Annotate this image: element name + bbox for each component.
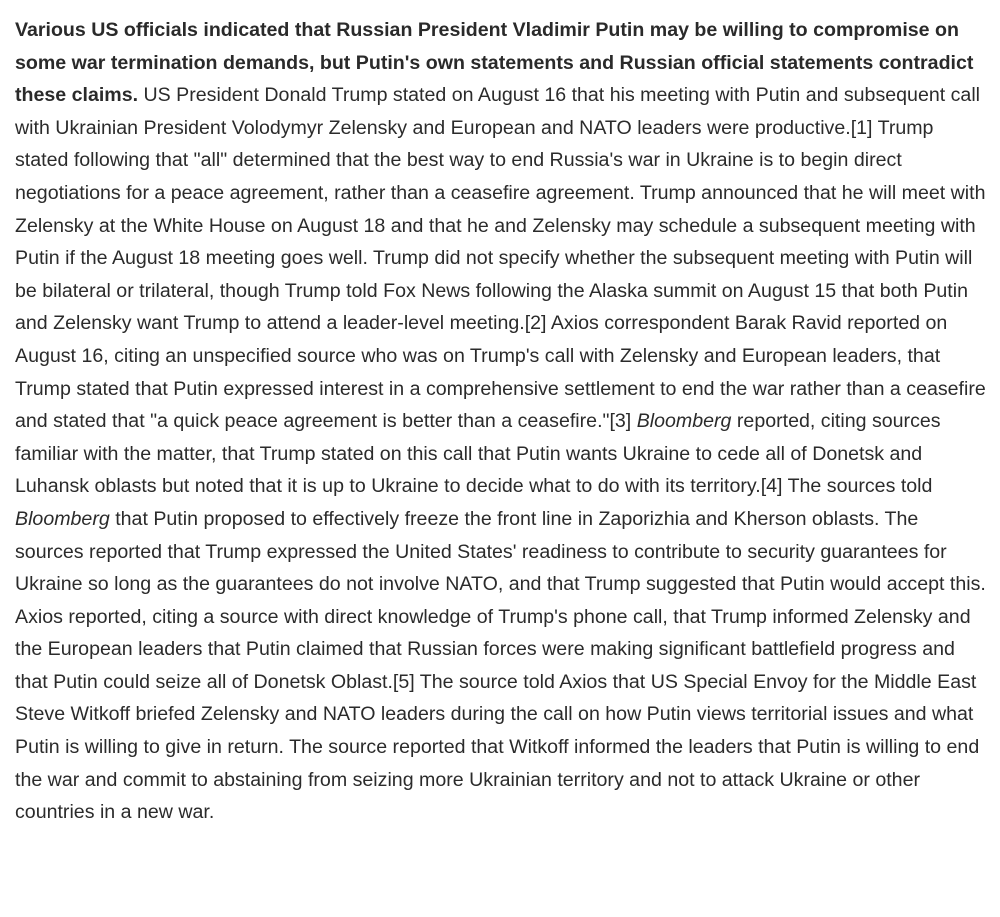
publication-name: Bloomberg — [636, 410, 732, 433]
body-text-segment-2: reported, citing sources familiar with the matter, that Trump stated on this call that Putin wants Ukraine to cede all of Donetsk and Luhansk oblasts but noted that it is up to Ukraine to decide what to do with its territory.[4] The sources told — [15, 410, 941, 498]
body-text-segment-3: that Putin proposed to effectively freeze the front line in Zaporizhia and Kherson oblasts. The sources reported that Trump expressed the United States' readiness to contribute to security guarantees for Ukraine so long as the guarantees do not involve NATO, and that Trump suggested that Putin would accept this. Axios reported, citing a source with direct knowledge of Trump's phone call, that Trump informed Zelensky and the European leaders that Putin claimed that Russian forces were making significant battlefield progress and that Putin could seize all of Donetsk Oblast.[5] The source told Axios that US Special Envoy for the Middle East Steve Witkoff briefed Zelensky and NATO leaders during the call on how Putin views territorial issues and what Putin is willing to give in return. The source reported that Witkoff informed the leaders that Putin is willing to end the war and commit to abstaining from seizing more Ukrainian territory and not to attack Ukraine or other countries in a new war. — [15, 507, 986, 824]
publication-name: Bloomberg — [15, 507, 110, 530]
lead-summary: Various US officials indicated that Russian President Vladimir Putin may be willing to compromise on some war termination demands, but Putin's own statements and Russian official statements contradict these claims. — [15, 19, 974, 107]
article-paragraph — [15, 14, 992, 829]
body-text-segment-1: US President Donald Trump stated on August 16 that his meeting with Putin and subsequent call with Ukrainian President Volodymyr Zelensky and European and NATO leaders were productive.[1] Trump stated following that "all" determined that the best way to end Russia's war in Ukraine is to begin direct negotiations for a peace agreement, rather than a ceasefire agreement. Trump announced that he will meet with Zelensky at the White House on August 18 and that he and Zelensky may schedule a subsequent meeting with Putin if the August 18 meeting goes well. Trump did not specify whether the subsequent meeting with Putin will be bilateral or trilateral, though Trump told Fox News following the Alaska summit on August 15 that both Putin and Zelensky want Trump to attend a leader-level meeting.[2] Axios correspondent Barak Ravid reported on August 16, citing an unspecified source who was on Trump's call with Zelensky and European leaders, that Trump stated that Putin expressed interest in a comprehensive settlement to end the war rather than a ceasefire and stated that "a quick peace agreement is better than a ceasefire."[3] — [15, 84, 986, 433]
